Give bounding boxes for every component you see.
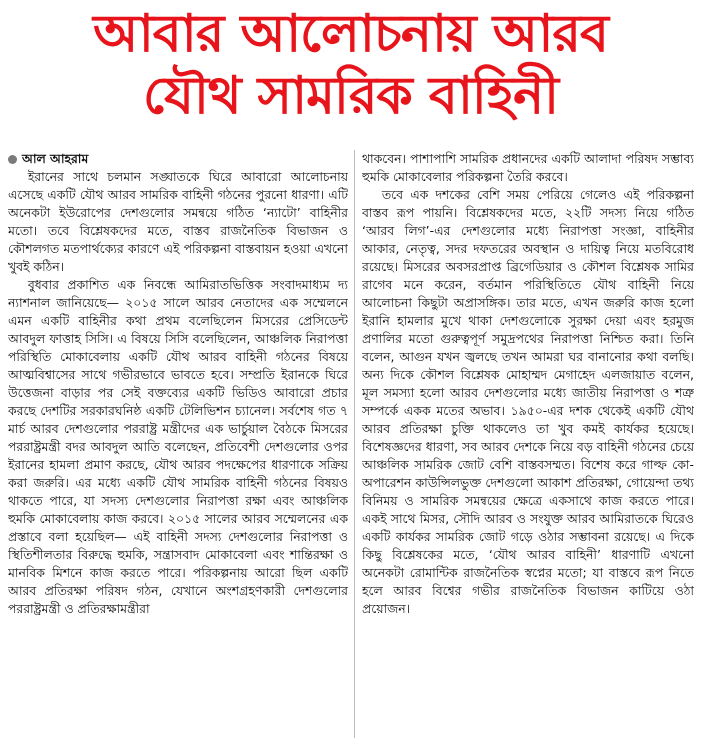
paragraph: তবে এক দশকের বেশি সময় পেরিয়ে গেলেও এই পরিকল্পনা বাস্তব রূপ পায়নি। বিশ্লেষকদের মতে, ২২টি সদস্য নিয়ে গঠিত ‘আরব লিগ’-এর দেশগুলোর মধ্যে নিরাপত্তা সংজ্ঞা, বাহিনীর আকার, নেতৃত্ব, সদর দফতরের অবস্থান ও দায়িত্ব নিয়ে মতবিরোধ রয়েছে। মিসরের অবসরপ্রাপ্ত ব্রিগেডিয়ার ও কৌশল বিশ্লেষক সামির রাগেব মনে করেন, বর্তমান পরিস্থিতিতে যৌথ বাহিনী নিয়ে আলোচনা কিছুটা অপ্রাসঙ্গিক। তার মতে, এখন জরুরি কাজ হলো ইরানি হামলার মুখে থাকা দেশগুলোকে সুরক্ষা দেয়া এবং হরমুজ প্রণালির মতো গুরুত্বপূর্ণ সমুদ্রপথের নিরাপত্তা নিশ্চিত করা। তিনি বলেন, আগুন যখন জ্বলছে তখন আমরা ঘর বানানোর কথা বলছি। অন্য দিকে কৌশল বিশ্লেষক মোহাম্মদ মেগাহেদ এলজায়াত বলেন, মূল সমস্যা হলো আরব দেশগুলোর মধ্যে জাতীয় নিরাপত্তা ও শত্রু সম্পর্কে একক মতের অভাব। ১৯৫০-এর দশক থেকেই একটি যৌথ আরব প্রতিরক্ষা চুক্তি থাকলেও তা খুব কমই কার্যকর হয়েছে। বিশেষজ্ঞদের ধারণা, সব আরব দেশকে নিয়ে বড় বাহিনী গঠনের চেয়ে আঞ্চলিক সামরিক জোট বেশি বাস্তবসম্মত। বিশেষ করে গাল্ফ কো-অপারেশন কাউন্সিলভুক্ত দেশগুলো আকাশ প্রতিরক্ষা, গোয়েন্দা তথ্য বিনিময় ও সামরিক সমন্বয়ের ক্ষেত্রে একসাথে কাজ করতে পারে। একই সাথে মিসর, সৌদি আরব ও সংযুক্ত আরব আমিরাতকে ঘিরেও একটি কার্যকর সামরিক জোট গড়ে ওঠার সম্ভাবনা রয়েছে। এ দিকে কিছু বিশ্লেষকের মতে, ‘যৌথ আরব বাহিনী’ ধারণাটি এখনো অনেকটা রোমান্টিক রাজনৈতিক স্বপ্নের মতো; যা বাস্তবে রূপ নিতে হলে আরব বিশ্বের গভীর রাজনৈতিক বিভাজন কাটিয়ে ওঠা প্রয়োজন।	[362, 187, 694, 616]
headline-line-1: আবার আলোচনায় আরব	[93, 4, 608, 64]
paragraph: বুধবার প্রকাশিত এক নিবন্ধে আমিরাতভিত্তিক সংবাদমাধ্যম দ্য ন্যাশনাল জানিয়েছে— ২০১৫ সালে আরব নেতাদের এক সম্মেলনে এমন একটি বাহিনীর কথা প্রথম বলেছিলেন মিসরের প্রেসিডেন্ট আবদুল ফাত্তাহ সিসি। এ বিষয়ে সিসি বলেছিলেন, আঞ্চলিক নিরাপত্তা পরিস্থিতি মোকাবেলায় একটি যৌথ আরব বাহিনী গঠনের বিষয়ে আত্মবিশ্বাসের সাথে গভীরভাবে ভাবতে হবে। সম্প্রতি ইরানকে ঘিরে উত্তেজনা বাড়ার পর সেই বক্তব্যের একটি ভিডিও আবারো প্রচার করছে দেশটির সরকারঘনিষ্ঠ একটি টেলিভিশন চ্যানেল। সর্বশেষ গত ৭ মার্চ আরব দেশগুলোর পররাষ্ট্র মন্ত্রীদের এক ভার্চুয়াল বৈঠকে মিসরের পররাষ্ট্রমন্ত্রী বদর আবদুল আতি বলেছেন, প্রতিবেশী দেশগুলোর ওপর ইরানের হামলা প্রমাণ করছে, যৌথ আরব পদক্ষেপের ধারণাকে সক্রিয় করা জরুরি। এর মধ্যে একটি যৌথ সামরিক বাহিনী গঠনের বিষয়ও থাকতে পারে, যা সদস্য দেশগুলোর নিরাপত্তা রক্ষা এবং আঞ্চলিক হুমকি মোকাবেলায় কাজ করবে। ২০১৫ সালের আরব সম্মেলনের এক প্রস্তাবে বলা হয়েছিল— এই বাহিনী সদস্য দেশগুলোর নিরাপত্তা ও স্থিতিশীলতার বিরুদ্ধে হুমকি, সন্ত্রাসবাদ মোকাবেলা এবং শান্তিরক্ষা ও মানবিক মিশনে কাজ করতে পারে। পরিকল্পনায় আরো ছিল একটি আরব প্রতিরক্ষা পরিষদ গঠন, যেখানে অংশগ্রহণকারী দেশগুলোর পররাষ্ট্রমন্ত্রী ও প্রতিরক্ষামন্ত্রীরা	[8, 277, 348, 616]
bullet-icon	[8, 155, 17, 164]
byline-source: আল আহরাম	[22, 151, 89, 166]
column-divider	[354, 150, 355, 738]
article-column-left	[8, 150, 348, 740]
byline	[8, 150, 348, 168]
paragraph: ইরানের সাথে চলমান সঙ্ঘাতকে ঘিরে আবারো আলোচনায় এসেছে একটি যৌথ আরব সামরিক বাহিনী গঠনের পুরনো ধারণা। এটি অনেকটা ইউরোপের দেশগুলোর সমন্বয়ে গঠিত ‘ন্যাটো’ বাহিনীর মতো। তবে বিশ্লেষকদের মতে, বাস্তব রাজনৈতিক বিভাজন ও কৌশলগত মতপার্থক্যের কারণে এই পরিকল্পনা বাস্তবায়ন হওয়া এখনো খুবই কঠিন।	[8, 169, 348, 274]
headline-line-2: যৌথ সামরিক বাহিনী	[142, 66, 559, 126]
paragraph: থাকবেন। পাশাপাশি সামরিক প্রধানদের একটি আলাদা পরিষদ সম্ভাব্য হুমকি মোকাবেলার পরিকল্পনা তৈরি করবে।	[362, 151, 694, 184]
article-column-right	[362, 150, 694, 740]
